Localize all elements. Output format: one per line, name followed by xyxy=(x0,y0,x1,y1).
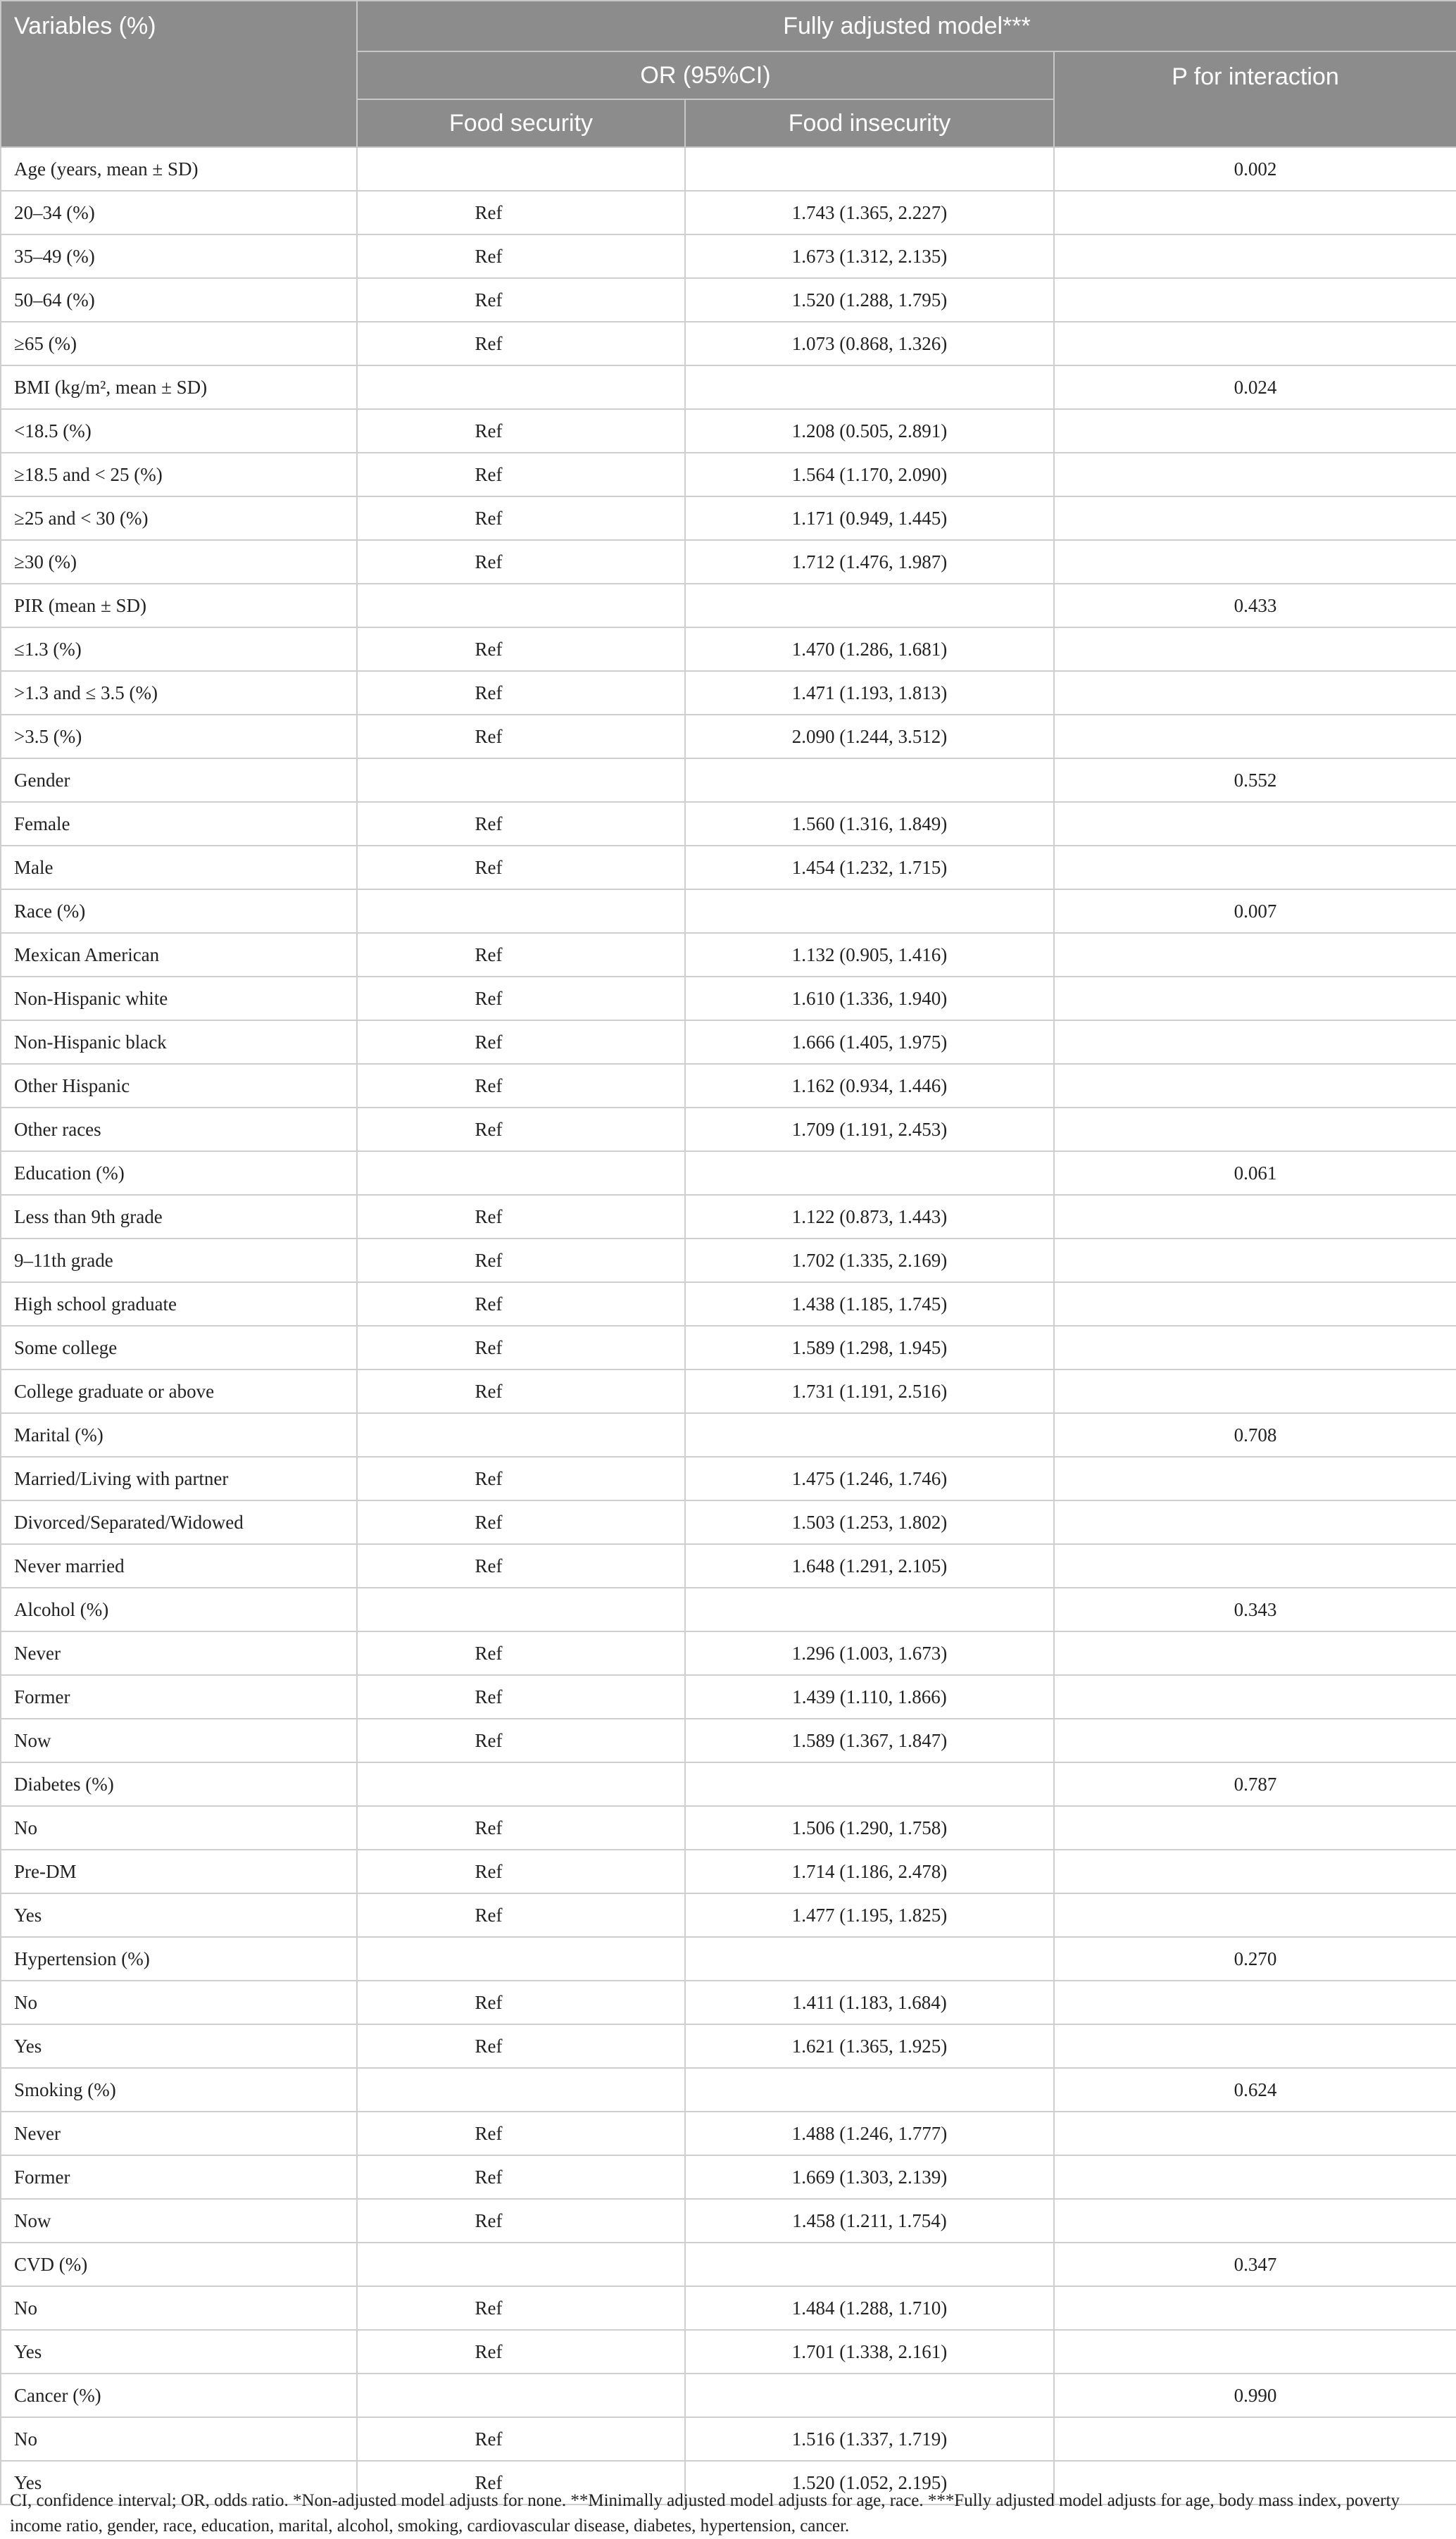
food-insecurity-cell xyxy=(685,365,1054,409)
food-insecurity-cell xyxy=(685,2243,1054,2286)
p-interaction-cell xyxy=(1054,409,1456,453)
row-label-cell: Age (years, mean ± SD) xyxy=(1,147,357,191)
p-interaction-cell xyxy=(1054,1195,1456,1239)
food-insecurity-cell: 1.520 (1.288, 1.795) xyxy=(685,278,1054,322)
food-security-cell: Ref xyxy=(357,1195,685,1239)
food-security-cell: Ref xyxy=(357,802,685,846)
food-insecurity-cell: 1.503 (1.253, 1.802) xyxy=(685,1500,1054,1544)
p-interaction-cell xyxy=(1054,1719,1456,1762)
p-interaction-cell xyxy=(1054,933,1456,977)
table-row xyxy=(1,1544,1456,1588)
p-interaction-cell xyxy=(1054,191,1456,234)
row-label-cell: 20–34 (%) xyxy=(1,191,357,234)
table-row xyxy=(1,2374,1456,2417)
p-interaction-cell xyxy=(1054,496,1456,540)
row-label-cell: Former xyxy=(1,1675,357,1719)
food-security-cell xyxy=(357,1151,685,1195)
table-row xyxy=(1,1108,1456,1151)
row-label-cell: 50–64 (%) xyxy=(1,278,357,322)
row-label-cell: Yes xyxy=(1,2330,357,2374)
row-label-cell: Non-Hispanic black xyxy=(1,1020,357,1064)
row-label-cell: College graduate or above xyxy=(1,1369,357,1413)
food-security-cell: Ref xyxy=(357,2199,685,2243)
row-label-cell: No xyxy=(1,1981,357,2024)
table-row xyxy=(1,671,1456,715)
row-label-cell: BMI (kg/m², mean ± SD) xyxy=(1,365,357,409)
food-insecurity-cell: 1.589 (1.298, 1.945) xyxy=(685,1326,1054,1369)
food-security-cell: Ref xyxy=(357,278,685,322)
p-interaction-cell xyxy=(1054,715,1456,758)
food-insecurity-cell xyxy=(685,1762,1054,1806)
table-row xyxy=(1,2330,1456,2374)
p-interaction-cell xyxy=(1054,1500,1456,1544)
food-security-cell: Ref xyxy=(357,496,685,540)
row-label-cell: ≥18.5 and < 25 (%) xyxy=(1,453,357,496)
food-insecurity-cell xyxy=(685,889,1054,933)
food-insecurity-cell: 1.669 (1.303, 2.139) xyxy=(685,2155,1054,2199)
food-security-cell: Ref xyxy=(357,1282,685,1326)
food-insecurity-cell xyxy=(685,1588,1054,1631)
table-row xyxy=(1,1981,1456,2024)
food-insecurity-cell: 1.621 (1.365, 1.925) xyxy=(685,2024,1054,2068)
table-row xyxy=(1,191,1456,234)
table-row xyxy=(1,1719,1456,1762)
p-interaction-cell xyxy=(1054,1457,1456,1500)
food-security-cell: Ref xyxy=(357,1893,685,1937)
food-security-cell: Ref xyxy=(357,1020,685,1064)
food-insecurity-cell xyxy=(685,147,1054,191)
food-security-cell: Ref xyxy=(357,2112,685,2155)
food-insecurity-cell: 1.714 (1.186, 2.478) xyxy=(685,1850,1054,1893)
p-interaction-cell xyxy=(1054,627,1456,671)
row-label-cell: Yes xyxy=(1,1893,357,1937)
row-label-cell: 35–49 (%) xyxy=(1,234,357,278)
food-insecurity-cell: 1.516 (1.337, 1.719) xyxy=(685,2417,1054,2461)
food-insecurity-cell: 1.666 (1.405, 1.975) xyxy=(685,1020,1054,1064)
table-row xyxy=(1,627,1456,671)
table-row xyxy=(1,409,1456,453)
table-row xyxy=(1,758,1456,802)
food-security-cell: Ref xyxy=(357,715,685,758)
row-label-cell: Marital (%) xyxy=(1,1413,357,1457)
p-interaction-cell: 0.270 xyxy=(1054,1937,1456,1981)
food-insecurity-cell xyxy=(685,758,1054,802)
food-insecurity-cell: 1.454 (1.232, 1.715) xyxy=(685,846,1054,889)
p-interaction-cell xyxy=(1054,1282,1456,1326)
table-row xyxy=(1,2112,1456,2155)
p-interaction-cell xyxy=(1054,977,1456,1020)
p-interaction-cell xyxy=(1054,453,1456,496)
food-insecurity-cell: 1.520 (1.052, 2.195) xyxy=(685,2461,1054,2504)
food-insecurity-cell xyxy=(685,2374,1054,2417)
row-label-cell: Married/Living with partner xyxy=(1,1457,357,1500)
food-insecurity-cell: 1.589 (1.367, 1.847) xyxy=(685,1719,1054,1762)
table-row xyxy=(1,2199,1456,2243)
table-row xyxy=(1,933,1456,977)
row-label-cell: Education (%) xyxy=(1,1151,357,1195)
p-interaction-cell: 0.990 xyxy=(1054,2374,1456,2417)
p-interaction-cell xyxy=(1054,671,1456,715)
row-label-cell: Divorced/Separated/Widowed xyxy=(1,1500,357,1544)
p-interaction-cell xyxy=(1054,1850,1456,1893)
table-row xyxy=(1,322,1456,365)
table-row xyxy=(1,2243,1456,2286)
food-security-cell: Ref xyxy=(357,933,685,977)
table-row xyxy=(1,1893,1456,1937)
food-security-cell: Ref xyxy=(357,1457,685,1500)
food-security-cell xyxy=(357,2068,685,2112)
food-security-cell: Ref xyxy=(357,1326,685,1369)
food-security-cell: Ref xyxy=(357,627,685,671)
or-header: OR (95%CI) xyxy=(357,51,1054,99)
food-security-cell: Ref xyxy=(357,1500,685,1544)
row-label-cell: Some college xyxy=(1,1326,357,1369)
row-label-cell: Alcohol (%) xyxy=(1,1588,357,1631)
table-row xyxy=(1,715,1456,758)
p-interaction-cell xyxy=(1054,322,1456,365)
food-security-cell xyxy=(357,758,685,802)
table-row xyxy=(1,1282,1456,1326)
row-label-cell: ≥65 (%) xyxy=(1,322,357,365)
table-row xyxy=(1,1457,1456,1500)
food-insecurity-cell: 1.701 (1.338, 2.161) xyxy=(685,2330,1054,2374)
table-row xyxy=(1,278,1456,322)
food-insecurity-cell: 1.506 (1.290, 1.758) xyxy=(685,1806,1054,1850)
food-security-cell: Ref xyxy=(357,409,685,453)
food-insecurity-cell: 1.411 (1.183, 1.684) xyxy=(685,1981,1054,2024)
table-row xyxy=(1,1500,1456,1544)
food-insecurity-cell: 1.673 (1.312, 2.135) xyxy=(685,234,1054,278)
table-row xyxy=(1,1631,1456,1675)
food-insecurity-cell: 1.208 (0.505, 2.891) xyxy=(685,409,1054,453)
p-interaction-cell xyxy=(1054,2112,1456,2155)
table-row xyxy=(1,1239,1456,1282)
row-label-cell: ≥25 and < 30 (%) xyxy=(1,496,357,540)
food-insecurity-cell: 1.439 (1.110, 1.866) xyxy=(685,1675,1054,1719)
food-insecurity-cell xyxy=(685,1937,1054,1981)
food-security-cell: Ref xyxy=(357,1064,685,1108)
row-label-cell: Yes xyxy=(1,2024,357,2068)
row-label-cell: Yes xyxy=(1,2461,357,2504)
food-insecurity-cell: 1.648 (1.291, 2.105) xyxy=(685,1544,1054,1588)
p-interaction-cell xyxy=(1054,1064,1456,1108)
food-security-cell: Ref xyxy=(357,234,685,278)
p-interaction-cell xyxy=(1054,2330,1456,2374)
table-row xyxy=(1,1369,1456,1413)
food-security-cell: Ref xyxy=(357,1806,685,1850)
row-label-cell: PIR (mean ± SD) xyxy=(1,584,357,627)
p-interaction-cell xyxy=(1054,1893,1456,1937)
food-insecurity-cell: 1.073 (0.868, 1.326) xyxy=(685,322,1054,365)
food-insecurity-cell: 1.709 (1.191, 2.453) xyxy=(685,1108,1054,1151)
p-interaction-cell: 0.708 xyxy=(1054,1413,1456,1457)
food-insecurity-header: Food insecurity xyxy=(685,99,1054,147)
food-insecurity-cell: 2.090 (1.244, 3.512) xyxy=(685,715,1054,758)
food-insecurity-cell: 1.610 (1.336, 1.940) xyxy=(685,977,1054,1020)
p-interaction-cell: 0.007 xyxy=(1054,889,1456,933)
food-insecurity-cell: 1.484 (1.288, 1.710) xyxy=(685,2286,1054,2330)
table-row xyxy=(1,540,1456,584)
p-interaction-cell xyxy=(1054,1326,1456,1369)
table-footnote: CI, confidence interval; OR, odds ratio. *Non-adjusted model adjusts for none. **Minimally adjusted model adjusts for age, race. ***Fully adjusted model adjusts for age, body mass index, poverty income ratio, gender, race, education, marital, alcohol, smoking, cardiovascular disease, diabetes, hypertension, cancer. xyxy=(10,2491,1400,2535)
food-insecurity-cell: 1.470 (1.286, 1.681) xyxy=(685,627,1054,671)
p-interaction-cell xyxy=(1054,2286,1456,2330)
variables-header: Variables (%) xyxy=(1,1,357,147)
row-label-cell: Other Hispanic xyxy=(1,1064,357,1108)
row-label-cell: Male xyxy=(1,846,357,889)
p-interaction-cell: 0.061 xyxy=(1054,1151,1456,1195)
food-security-cell: Ref xyxy=(357,1631,685,1675)
table-row xyxy=(1,1762,1456,1806)
food-insecurity-cell: 1.712 (1.476, 1.987) xyxy=(685,540,1054,584)
food-security-cell: Ref xyxy=(357,540,685,584)
row-label-cell: Mexican American xyxy=(1,933,357,977)
food-security-cell: Ref xyxy=(357,1239,685,1282)
food-security-cell xyxy=(357,1937,685,1981)
table-row xyxy=(1,802,1456,846)
food-security-cell: Ref xyxy=(357,1981,685,2024)
p-interaction-cell xyxy=(1054,278,1456,322)
food-insecurity-cell: 1.471 (1.193, 1.813) xyxy=(685,671,1054,715)
food-security-cell: Ref xyxy=(357,2155,685,2199)
p-interaction-cell xyxy=(1054,540,1456,584)
food-insecurity-cell: 1.438 (1.185, 1.745) xyxy=(685,1282,1054,1326)
food-insecurity-cell xyxy=(685,1413,1054,1457)
food-security-cell: Ref xyxy=(357,453,685,496)
p-interaction-cell: 0.787 xyxy=(1054,1762,1456,1806)
table-row xyxy=(1,1151,1456,1195)
table-row xyxy=(1,2155,1456,2199)
table-row xyxy=(1,846,1456,889)
p-interaction-cell xyxy=(1054,1981,1456,2024)
food-insecurity-cell xyxy=(685,1151,1054,1195)
p-interaction-cell xyxy=(1054,1369,1456,1413)
food-insecurity-cell: 1.743 (1.365, 2.227) xyxy=(685,191,1054,234)
p-interaction-cell xyxy=(1054,1020,1456,1064)
p-interaction-cell xyxy=(1054,1806,1456,1850)
food-security-header: Food security xyxy=(357,99,685,147)
p-interaction-cell: 0.624 xyxy=(1054,2068,1456,2112)
table-row xyxy=(1,2286,1456,2330)
table-header xyxy=(1,1,1456,147)
table-body xyxy=(1,147,1456,2504)
food-security-cell: Ref xyxy=(357,2417,685,2461)
table-row xyxy=(1,1588,1456,1631)
p-interaction-cell: 0.347 xyxy=(1054,2243,1456,2286)
food-security-cell xyxy=(357,2374,685,2417)
table-row xyxy=(1,2024,1456,2068)
food-insecurity-cell: 1.477 (1.195, 1.825) xyxy=(685,1893,1054,1937)
row-label-cell: Diabetes (%) xyxy=(1,1762,357,1806)
p-interaction-cell: 0.552 xyxy=(1054,758,1456,802)
food-security-cell xyxy=(357,365,685,409)
row-label-cell: Now xyxy=(1,2199,357,2243)
food-security-cell: Ref xyxy=(357,1544,685,1588)
food-security-cell: Ref xyxy=(357,1850,685,1893)
p-interaction-cell xyxy=(1054,846,1456,889)
food-security-cell: Ref xyxy=(357,191,685,234)
table-row xyxy=(1,1413,1456,1457)
table-row xyxy=(1,147,1456,191)
p-interaction-cell xyxy=(1054,802,1456,846)
table-row xyxy=(1,234,1456,278)
p-interaction-cell: 0.024 xyxy=(1054,365,1456,409)
food-security-cell: Ref xyxy=(357,1108,685,1151)
food-security-cell xyxy=(357,889,685,933)
table-row xyxy=(1,453,1456,496)
p-interaction-cell xyxy=(1054,1544,1456,1588)
p-interaction-cell: 0.343 xyxy=(1054,1588,1456,1631)
food-security-cell xyxy=(357,147,685,191)
food-security-cell: Ref xyxy=(357,671,685,715)
table-row xyxy=(1,977,1456,1020)
row-label-cell: No xyxy=(1,1806,357,1850)
row-label-cell: 9–11th grade xyxy=(1,1239,357,1282)
row-label-cell: Never xyxy=(1,2112,357,2155)
food-security-cell: Ref xyxy=(357,1719,685,1762)
table-row xyxy=(1,496,1456,540)
row-label-cell: Gender xyxy=(1,758,357,802)
row-label-cell: <18.5 (%) xyxy=(1,409,357,453)
p-interaction-cell xyxy=(1054,1239,1456,1282)
table-row xyxy=(1,889,1456,933)
row-label-cell: Hypertension (%) xyxy=(1,1937,357,1981)
food-security-cell xyxy=(357,1588,685,1631)
food-security-cell: Ref xyxy=(357,846,685,889)
row-label-cell: No xyxy=(1,2417,357,2461)
food-security-cell: Ref xyxy=(357,1675,685,1719)
p-interaction-cell: 0.002 xyxy=(1054,147,1456,191)
row-label-cell: Female xyxy=(1,802,357,846)
food-security-cell xyxy=(357,584,685,627)
table-row xyxy=(1,1675,1456,1719)
food-insecurity-cell: 1.296 (1.003, 1.673) xyxy=(685,1631,1054,1675)
food-insecurity-cell xyxy=(685,2068,1054,2112)
row-label-cell: Pre-DM xyxy=(1,1850,357,1893)
food-insecurity-cell: 1.560 (1.316, 1.849) xyxy=(685,802,1054,846)
food-security-cell: Ref xyxy=(357,977,685,1020)
row-label-cell: Non-Hispanic white xyxy=(1,977,357,1020)
p-interaction-cell xyxy=(1054,234,1456,278)
food-insecurity-cell: 1.731 (1.191, 2.516) xyxy=(685,1369,1054,1413)
food-security-cell: Ref xyxy=(357,1369,685,1413)
food-insecurity-cell: 1.162 (0.934, 1.446) xyxy=(685,1064,1054,1108)
food-insecurity-cell: 1.171 (0.949, 1.445) xyxy=(685,496,1054,540)
food-insecurity-cell: 1.488 (1.246, 1.777) xyxy=(685,2112,1054,2155)
table-row xyxy=(1,1064,1456,1108)
p-interaction-cell xyxy=(1054,2155,1456,2199)
row-label-cell: Less than 9th grade xyxy=(1,1195,357,1239)
row-label-cell: CVD (%) xyxy=(1,2243,357,2286)
p-interaction-cell xyxy=(1054,2417,1456,2461)
p-interaction-cell xyxy=(1054,2024,1456,2068)
table-row xyxy=(1,365,1456,409)
model-header: Fully adjusted model*** xyxy=(357,1,1456,51)
row-label-cell: Smoking (%) xyxy=(1,2068,357,2112)
row-label-cell: ≥30 (%) xyxy=(1,540,357,584)
food-security-cell xyxy=(357,1762,685,1806)
food-insecurity-cell: 1.564 (1.170, 2.090) xyxy=(685,453,1054,496)
food-security-cell: Ref xyxy=(357,2330,685,2374)
food-security-cell xyxy=(357,1413,685,1457)
row-label-cell: Now xyxy=(1,1719,357,1762)
row-label-cell: Race (%) xyxy=(1,889,357,933)
food-security-cell: Ref xyxy=(357,2024,685,2068)
table-row xyxy=(1,1195,1456,1239)
row-label-cell: Never xyxy=(1,1631,357,1675)
row-label-cell: ≤1.3 (%) xyxy=(1,627,357,671)
table-row xyxy=(1,2417,1456,2461)
food-insecurity-cell: 1.132 (0.905, 1.416) xyxy=(685,933,1054,977)
food-insecurity-cell: 1.702 (1.335, 2.169) xyxy=(685,1239,1054,1282)
p-interaction-header: P for interaction xyxy=(1054,51,1456,147)
row-label-cell: No xyxy=(1,2286,357,2330)
p-interaction-cell: 0.433 xyxy=(1054,584,1456,627)
row-label-cell: Other races xyxy=(1,1108,357,1151)
p-interaction-cell xyxy=(1054,1675,1456,1719)
row-label-cell: >1.3 and ≤ 3.5 (%) xyxy=(1,671,357,715)
p-interaction-cell xyxy=(1054,1631,1456,1675)
table-row xyxy=(1,2068,1456,2112)
table-row xyxy=(1,584,1456,627)
p-interaction-cell xyxy=(1054,1108,1456,1151)
row-label-cell: Never married xyxy=(1,1544,357,1588)
food-security-cell: Ref xyxy=(357,322,685,365)
food-security-cell: Ref xyxy=(357,2461,685,2504)
p-interaction-cell xyxy=(1054,2199,1456,2243)
row-label-cell: Cancer (%) xyxy=(1,2374,357,2417)
row-label-cell: >3.5 (%) xyxy=(1,715,357,758)
row-label-cell: Former xyxy=(1,2155,357,2199)
food-insecurity-cell: 1.458 (1.211, 1.754) xyxy=(685,2199,1054,2243)
food-security-cell xyxy=(357,2243,685,2286)
table-row xyxy=(1,1806,1456,1850)
food-security-cell: Ref xyxy=(357,2286,685,2330)
food-insecurity-cell xyxy=(685,584,1054,627)
table-row xyxy=(1,1850,1456,1893)
table-row xyxy=(1,1326,1456,1369)
food-insecurity-cell: 1.475 (1.246, 1.746) xyxy=(685,1457,1054,1500)
row-label-cell: High school graduate xyxy=(1,1282,357,1326)
table-row xyxy=(1,1020,1456,1064)
food-insecurity-cell: 1.122 (0.873, 1.443) xyxy=(685,1195,1054,1239)
table-row xyxy=(1,1937,1456,1981)
